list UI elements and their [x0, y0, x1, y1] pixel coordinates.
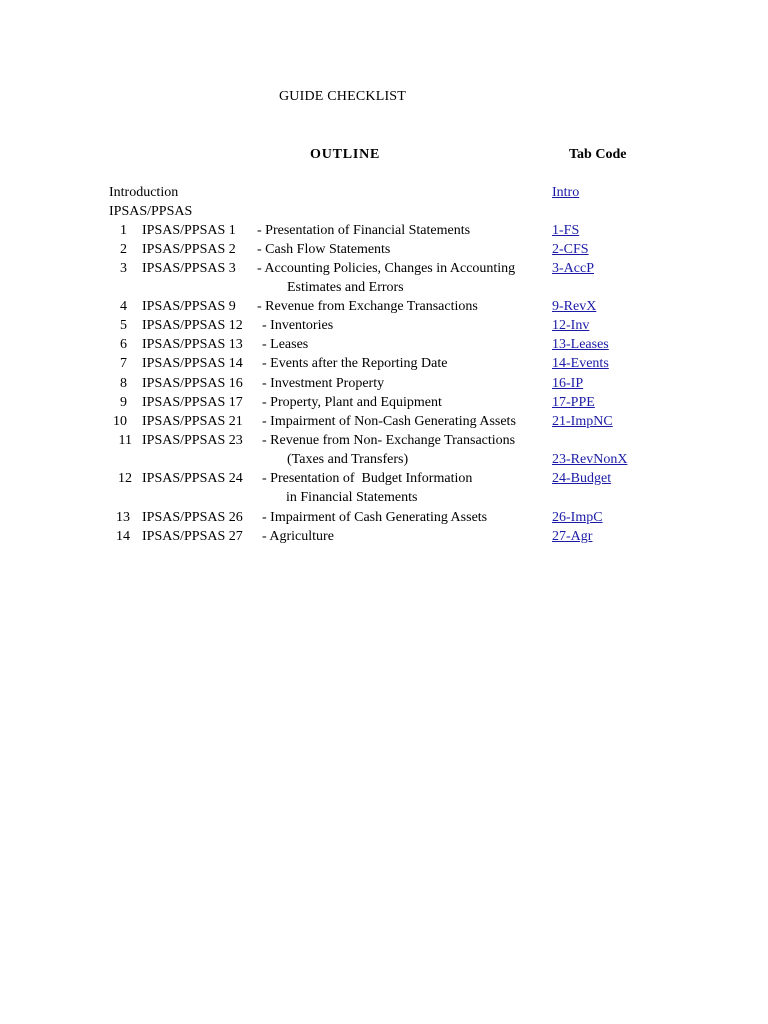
- item-standard: IPSAS/PPSAS 3: [142, 261, 236, 276]
- item-number: 2: [120, 242, 127, 257]
- item-description-continued: in Financial Statements: [286, 490, 418, 505]
- item-number: 14: [116, 529, 130, 544]
- item-description: - Cash Flow Statements: [257, 242, 391, 257]
- item-standard: IPSAS/PPSAS 2: [142, 242, 236, 257]
- item-description: - Leases: [262, 337, 309, 352]
- item-standard: IPSAS/PPSAS 13: [142, 337, 243, 352]
- tab-code-link[interactable]: 1-FS: [552, 223, 580, 238]
- item-number: 9: [120, 395, 127, 410]
- item-number: 11: [118, 433, 132, 448]
- tab-code-header: Tab Code: [569, 147, 627, 162]
- section-label: IPSAS/PPSAS: [109, 204, 193, 219]
- item-description: - Inventories: [262, 318, 334, 333]
- item-description: - Presentation of Budget Information: [262, 471, 473, 486]
- item-description: - Impairment of Cash Generating Assets: [262, 510, 488, 525]
- item-standard: IPSAS/PPSAS 9: [142, 299, 236, 314]
- item-description: - Investment Property: [262, 376, 385, 391]
- item-description: - Revenue from Non- Exchange Transactions: [262, 433, 516, 448]
- item-standard: IPSAS/PPSAS 17: [142, 395, 243, 410]
- item-number: 8: [120, 376, 127, 391]
- tab-code-link[interactable]: 16-IP: [552, 376, 584, 391]
- item-description: - Presentation of Financial Statements: [257, 223, 471, 238]
- tab-code-link[interactable]: 17-PPE: [552, 395, 595, 410]
- tab-code-link[interactable]: 9-RevX: [552, 299, 597, 314]
- item-standard: IPSAS/PPSAS 16: [142, 376, 243, 391]
- item-description: - Events after the Reporting Date: [262, 356, 448, 371]
- item-number: 7: [120, 356, 127, 371]
- item-number: 13: [116, 510, 130, 525]
- tab-code-link[interactable]: 27-Agr: [552, 529, 593, 544]
- item-standard: IPSAS/PPSAS 14: [142, 356, 243, 371]
- item-standard: IPSAS/PPSAS 23: [142, 433, 243, 448]
- item-standard: IPSAS/PPSAS 21: [142, 414, 243, 429]
- intro-tab-link[interactable]: Intro: [552, 185, 580, 200]
- tab-code-link[interactable]: 12-Inv: [552, 318, 590, 333]
- item-number: 1: [120, 223, 127, 238]
- item-description: - Impairment of Non-Cash Generating Assets: [262, 414, 516, 429]
- tab-code-link[interactable]: 14-Events: [552, 356, 609, 371]
- item-description: - Accounting Policies, Changes in Accounting: [257, 261, 516, 276]
- item-standard: IPSAS/PPSAS 12: [142, 318, 243, 333]
- item-description: - Property, Plant and Equipment: [262, 395, 442, 410]
- tab-code-link[interactable]: 24-Budget: [552, 471, 612, 486]
- item-number: 12: [118, 471, 132, 486]
- item-number: 4: [120, 299, 127, 314]
- item-number: 5: [120, 318, 127, 333]
- outline-header: OUTLINE: [310, 147, 381, 162]
- item-description: - Agriculture: [262, 529, 334, 544]
- tab-code-link[interactable]: 23-RevNonX: [552, 452, 628, 467]
- tab-code-link[interactable]: 3-AccP: [552, 261, 594, 276]
- item-standard: IPSAS/PPSAS 26: [142, 510, 243, 525]
- tab-code-link[interactable]: 13-Leases: [552, 337, 609, 352]
- introduction-label: Introduction: [109, 185, 179, 200]
- item-standard: IPSAS/PPSAS 24: [142, 471, 243, 486]
- document-title: GUIDE CHECKLIST: [279, 89, 407, 104]
- item-number: 3: [120, 261, 127, 276]
- item-standard: IPSAS/PPSAS 1: [142, 223, 236, 238]
- item-description: - Revenue from Exchange Transactions: [257, 299, 478, 314]
- item-description-continued: Estimates and Errors: [287, 280, 404, 295]
- tab-code-link[interactable]: 2-CFS: [552, 242, 589, 257]
- item-number: 6: [120, 337, 127, 352]
- item-number: 10: [113, 414, 127, 429]
- item-description-continued: (Taxes and Transfers): [287, 452, 409, 467]
- tab-code-link[interactable]: 21-ImpNC: [552, 414, 613, 429]
- tab-code-link[interactable]: 26-ImpC: [552, 510, 603, 525]
- item-standard: IPSAS/PPSAS 27: [142, 529, 243, 544]
